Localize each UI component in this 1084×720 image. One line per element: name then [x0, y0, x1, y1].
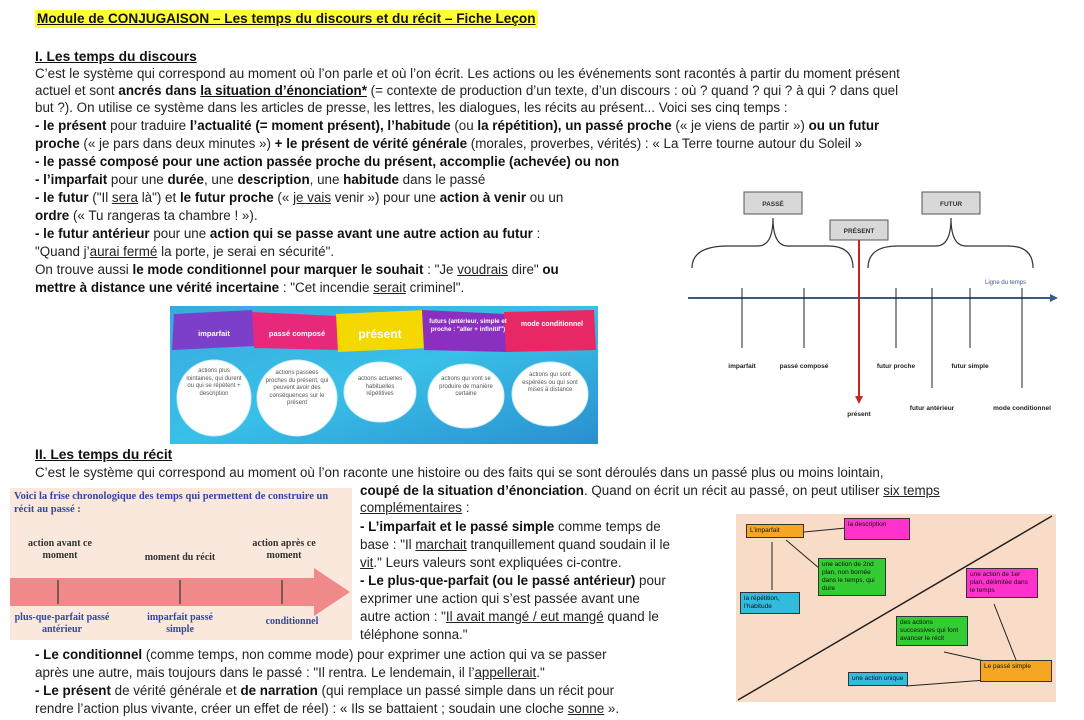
- mark-futur-simple: futur simple: [951, 363, 989, 370]
- s1-futur-line1: - le futur ("Il sera là") et le futur proche (« je vais venir ») pour une action à venir ou un: [35, 190, 564, 205]
- s2-intro-line3: complémentaires :: [360, 500, 470, 515]
- banner-desc-conditionnel: actions qui sont espérées ou qui sont mises à distance: [522, 372, 578, 393]
- box-imparfait: L’imparfait: [746, 524, 804, 538]
- s2-pqp-line2: exprimer une action qui s’est passée avant une: [360, 591, 640, 606]
- box-action-unique: une action unique: [848, 672, 908, 686]
- mark-futur-proche: futur proche: [876, 363, 916, 370]
- link-ps-unique: [906, 680, 986, 686]
- timeline-future-brace: [868, 218, 1033, 268]
- frise-top-2: moment du récit: [144, 552, 216, 563]
- s2-pqp-line4: téléphone sonna.": [360, 627, 468, 642]
- box-premier-plan: une action de 1er plan, délimitée dans le temps: [966, 568, 1038, 598]
- frise-top-1: action avant ce moment: [28, 538, 92, 561]
- s1-intro-line2: actuel et sont ancrés dans la situation d’énonciation* (= contexte de production d’un texte, d’un discours : où ? quand ? qui ? à qui ? dans quel: [35, 83, 899, 98]
- banner-tense-imparfait: imparfait: [198, 329, 230, 338]
- banner-desc-futurs: actions qui vont se produire de manière certaine: [439, 376, 493, 397]
- s2-ps-line3: vit." Leurs valeurs sont expliquées ci-contre.: [360, 555, 622, 570]
- frise-title: Voici la frise chronologique des temps qui permettent de construire un récit au passé :: [14, 491, 329, 515]
- s2-ps-line1: - L’imparfait et le passé simple comme temps de: [360, 519, 661, 534]
- banner-tense-present: présent: [358, 327, 402, 341]
- box-second-plan: une action de 2nd plan, non bornée dans le temps, qui dure: [818, 558, 886, 596]
- box-repetition: la répétition, l’habitude: [740, 592, 800, 614]
- s2-cond-line2: après une autre, mais toujours dans le passé : "Il rentra. Le lendemain, il l’appellerait.": [35, 665, 545, 680]
- timeline-future-label: FUTUR: [939, 201, 963, 208]
- banner-tense-conditionnel: mode conditionnel: [520, 321, 584, 328]
- frise-bottom-2: imparfait passé simple: [147, 612, 213, 635]
- timeline-past-brace: [692, 218, 853, 268]
- timeline-diagram: [688, 188, 1058, 438]
- s2-ps-line2: base : "Il marchait tranquillement quand soudain il le: [360, 537, 670, 552]
- s1-passe-compose: - le passé composé pour une action passée proche du présent, accomplie (achevée) ou non: [35, 154, 620, 169]
- banner-tense-futurs-wrap: [428, 318, 508, 354]
- mark-passe-compose: passé composé: [779, 363, 829, 370]
- s2-pqp-line3: autre action : "Il avait mangé / eut mangé quand le: [360, 609, 659, 624]
- mark-present: présent: [847, 411, 871, 418]
- timeline-axis-arrow: [1050, 294, 1058, 302]
- s1-conditionnel-line1: On trouve aussi le mode conditionnel pour marquer le souhait : "Je voudrais dire" ou: [35, 262, 559, 277]
- banner-desc-imparfait: actions plus lointaines, qui durent ou qui se répètent + description: [186, 368, 242, 397]
- timeline-present-label: PRÉSENT: [843, 228, 875, 235]
- banner-tense-conditionnel-wrap: [520, 320, 584, 346]
- timeline-past-label: PASSÉ: [762, 201, 784, 208]
- s1-imparfait: - l’imparfait pour une durée, une description, une habitude dans le passé: [35, 172, 486, 187]
- s1-intro-line1: C’est le système qui correspond au moment où l’on parle et où l’on écrit. Les actions ou les événements sont racontés à partir du moment présent: [35, 66, 900, 81]
- timeline-present-arrow: [855, 396, 863, 404]
- s1-intro-line3: but ?). On utilise ce système dans les articles de presse, les lettres, les dialogues, les récits au présent... Voici ses cinq temps :: [35, 100, 788, 115]
- section2-heading: II. Les temps du récit: [35, 447, 173, 462]
- mark-futur-anterieur: futur antérieur: [909, 405, 955, 412]
- frise-bottom-3: conditionnel: [265, 616, 319, 627]
- link-ps-premier-plan: [994, 604, 1016, 660]
- s2-intro-line1: C’est le système qui correspond au moment où l’on raconte une histoire ou des faits qui se sont déroulés dans un passé plus ou moins lointain,: [35, 465, 884, 480]
- s2-intro-line2: coupé de la situation d’énonciation. Quand on écrit un récit au passé, on peut utiliser six temps: [360, 483, 940, 498]
- imparfait-passe-simple-diagram: [736, 514, 1056, 702]
- s2-present-line1: - Le présent de vérité générale et de narration (qui remplace un passé simple dans un récit pour: [35, 683, 615, 698]
- s1-futur-line2: ordre (« Tu rangeras ta chambre ! »).: [35, 208, 258, 223]
- page-title: Module de CONJUGAISON – Les temps du discours et du récit – Fiche Leçon: [37, 11, 536, 26]
- box-passe-simple: Le passé simple: [980, 660, 1052, 682]
- s2-cond-line1: - Le conditionnel (comme temps, non comme mode) pour exprimer une action qui va se passer: [35, 647, 607, 662]
- banner-desc-passe-compose: actions passées proches du présent, qui peuvent avoir des conséquences sur le présent: [265, 370, 329, 406]
- section1-heading: I. Les temps du discours: [35, 49, 197, 64]
- box-description: la description: [844, 518, 910, 540]
- s1-present-line2: proche (« je pars dans deux minutes ») + le présent de vérité générale (morales, proverbes, vérités) : « La Terre tourne autour du Soleil »: [35, 136, 863, 151]
- timeline-axis-label: Ligne du temps: [985, 280, 1027, 286]
- mark-conditionnel: mode conditionnel: [993, 405, 1051, 412]
- s1-present-line1: - le présent pour traduire l’actualité (= moment présent), l’habitude (ou la répétition), un passé proche (« je viens de partir ») ou un futur: [35, 118, 880, 133]
- s1-futur-anterieur-line1: - le futur antérieur pour une action qui se passe avant une autre action au futur :: [35, 226, 541, 241]
- frise-chronologique: [10, 488, 352, 640]
- mark-imparfait: imparfait: [728, 363, 756, 370]
- s1-conditionnel-line2: mettre à distance une vérité incertaine : "Cet incendie serait criminel".: [35, 280, 465, 295]
- banner-tense-futurs: futurs (antérieur, simple et proche : "aller + infinitif"): [429, 318, 507, 333]
- s2-present-line2: rendre l’action plus vivante, créer un effet de réel) : « Ils se battaient ; soudain une cloche sonne ».: [35, 701, 620, 716]
- s1-futur-anterieur-line2: "Quand j’aurai fermé la porte, je serai en sécurité".: [35, 244, 335, 259]
- box-actions-successives: des actions successives qui font avancer le récit: [896, 616, 968, 646]
- s2-pqp-line1: - Le plus-que-parfait (ou le passé antérieur) pour: [360, 573, 666, 588]
- link-imparfait-description: [804, 528, 846, 532]
- banner-desc-present: actions actuelles habituelles répétitives: [357, 376, 403, 397]
- banner-tense-passe-compose: passé composé: [268, 329, 326, 338]
- frise-top-3: action après ce moment: [252, 538, 316, 561]
- tense-banner: [170, 306, 598, 444]
- frise-bottom-1: plus-que-parfait passé antérieur: [14, 612, 110, 635]
